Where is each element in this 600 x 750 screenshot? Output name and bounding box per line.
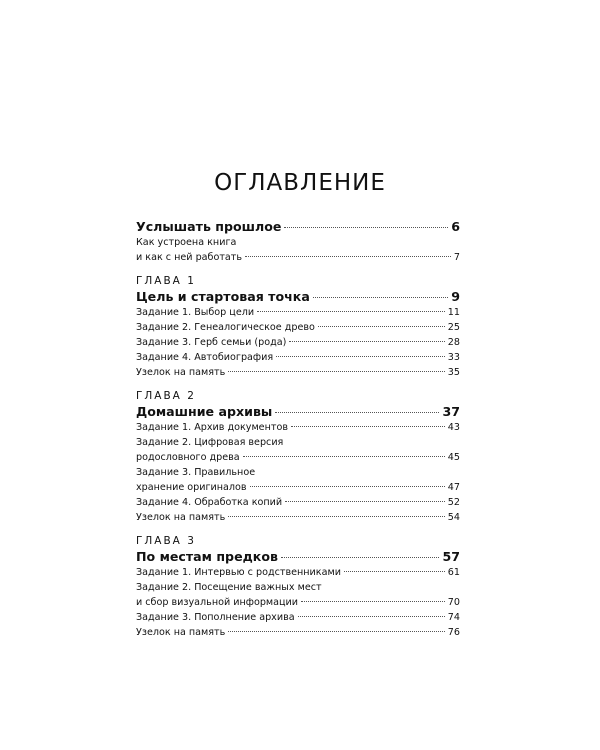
toc-entry-text: Задание 3. Правильное [136,467,256,478]
toc-page-number: 35 [447,367,460,378]
toc-entry-text: Узелок на память [136,512,226,523]
toc-page-number: 52 [447,497,460,508]
toc-intro-section [136,218,460,265]
toc-entry-text: Задание 2. Посещение важных мест [136,582,322,593]
toc-entry[interactable] [136,305,460,320]
dot-leader [301,601,445,602]
toc-entry[interactable] [136,320,460,335]
dot-leader [298,616,445,617]
dot-leader [243,456,445,457]
toc-entry-text: Задание 4. Обработка копий [136,497,283,508]
table-of-contents [136,218,460,640]
toc-heading-entry[interactable] [136,548,460,565]
toc-entry-text: Задание 1. Выбор цели [136,307,255,318]
toc-page-number: 11 [447,307,460,318]
toc-entry[interactable] [136,580,460,595]
toc-entry[interactable] [136,450,460,465]
toc-entry[interactable] [136,595,460,610]
toc-entry[interactable] [136,435,460,450]
toc-chapter-section [136,274,460,380]
toc-entry-text: Задание 2. Генеалогическое древо [136,322,315,333]
toc-entry-text: Задание 1. Архив документов [136,422,288,433]
toc-entry-text: По местам предков [136,549,278,564]
toc-entry-text: Узелок на память [136,627,226,638]
dot-leader [228,516,444,517]
chapter-label: ГЛАВА 3 [136,535,196,547]
toc-page-number: 74 [447,612,460,623]
toc-entry-text: Услышать прошлое [136,219,282,234]
toc-entry[interactable] [136,465,460,480]
toc-page-number: 47 [447,482,460,493]
toc-page-number: 76 [447,627,460,638]
dot-leader [313,297,448,298]
toc-entry[interactable] [136,235,460,250]
toc-entry-text: Задание 2. Цифровая версия [136,437,284,448]
toc-page-number: 25 [447,322,460,333]
dot-leader [228,631,444,632]
toc-page-number: 54 [447,512,460,523]
toc-entry[interactable] [136,480,460,495]
dot-leader [318,326,445,327]
toc-page-number: 37 [442,404,460,419]
toc-heading-entry[interactable] [136,403,460,420]
toc-page-number: 61 [447,567,460,578]
toc-entry-text: родословного древа [136,452,240,463]
toc-page-number: 28 [447,337,460,348]
toc-entry[interactable] [136,610,460,625]
toc-entry-text: и как с ней работать [136,252,243,263]
toc-page-number: 70 [447,597,460,608]
chapter-label: ГЛАВА 1 [136,275,196,287]
toc-page-number: 45 [447,452,460,463]
dot-leader [285,501,445,502]
dot-leader [275,412,439,413]
toc-page-number: 6 [451,219,460,234]
toc-entry[interactable] [136,420,460,435]
toc-entry[interactable] [136,565,460,580]
toc-entry[interactable] [136,365,460,380]
page-title: ОГЛАВЛЕНИЕ [214,170,386,196]
dot-leader [344,571,445,572]
toc-entry[interactable] [136,625,460,640]
dot-leader [281,557,440,558]
dot-leader [291,426,445,427]
dot-leader [276,356,445,357]
toc-heading-entry[interactable] [136,218,460,235]
toc-page-number: 33 [447,352,460,363]
toc-entry[interactable] [136,510,460,525]
toc-entry-text: Задание 4. Автобиография [136,352,274,363]
toc-chapter-section [136,389,460,525]
toc-entry[interactable] [136,250,460,265]
toc-page-number: 7 [453,252,460,263]
toc-page-number: 9 [451,289,460,304]
dot-leader [245,256,451,257]
dot-leader [289,341,444,342]
toc-page-number: 57 [442,549,460,564]
toc-entry-text: Задание 3. Герб семьи (рода) [136,337,287,348]
dot-leader [250,486,445,487]
toc-chapter-section [136,534,460,640]
toc-heading-entry[interactable] [136,288,460,305]
toc-entry-text: Цель и стартовая точка [136,289,310,304]
dot-leader [228,371,444,372]
toc-entry-text: Как устроена книга [136,237,237,248]
toc-entry-text: и сбор визуальной информации [136,597,299,608]
toc-entry-text: Узелок на память [136,367,226,378]
toc-entry[interactable] [136,335,460,350]
toc-entry-text: хранение оригиналов [136,482,247,493]
toc-entry[interactable] [136,350,460,365]
toc-entry-text: Задание 3. Пополнение архива [136,612,295,623]
toc-page-number: 43 [447,422,460,433]
chapter-label: ГЛАВА 2 [136,390,196,402]
toc-entry-text: Задание 1. Интервью с родственниками [136,567,341,578]
dot-leader [284,227,448,228]
dot-leader [257,311,445,312]
toc-entry[interactable] [136,495,460,510]
toc-entry-text: Домашние архивы [136,404,273,419]
